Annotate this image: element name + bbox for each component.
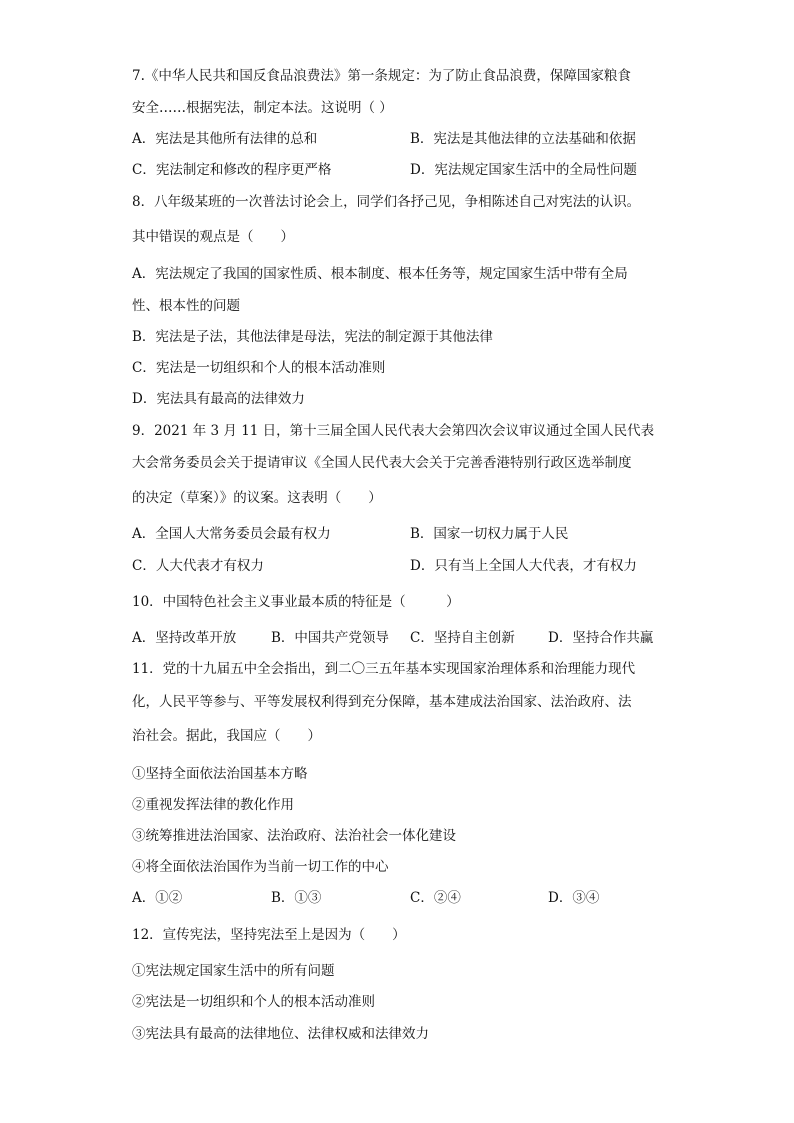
q10-option-d: D．坚持合作共赢: [548, 630, 654, 646]
q11-stem-line1: 11．党的十九届五中全会指出，到二〇三五年基本实现国家治理体系和治理能力现代: [132, 661, 636, 677]
q8-stem-line1: 8．八年级某班的一次普法讨论会上，同学们各抒己见，争相陈述自己对宪法的认识。: [132, 194, 641, 210]
q11-option-c: C．②④: [410, 890, 461, 906]
q8-option-c: C．宪法是一切组织和个人的根本活动准则: [132, 360, 386, 376]
q9-stem-line1: 9．2021 年 3 月 11 日，第十三届全国人民代表大会第四次会议审议通过全国人民代表: [132, 423, 655, 439]
q8-option-d: D．宪法具有最高的法律效力: [132, 391, 305, 407]
q9-option-b: B．国家一切权力属于人民: [410, 526, 569, 542]
q11-option-b: B．①③: [271, 890, 322, 906]
q9-option-d: D．只有当上全国人大代表，才有权力: [410, 558, 637, 574]
q7-stem-line1: 7.《中华人民共和国反食品浪费法》第一条规定：为了防止食品浪费，保障国家粮食: [132, 68, 631, 84]
q7-option-b: B．宪法是其他法律的立法基础和依据: [410, 131, 636, 147]
q7-option-d: D．宪法规定国家生活中的全局性问题: [410, 162, 637, 178]
q11-stem-line3: 治社会。据此，我国应（ ）: [132, 728, 321, 744]
q10-option-c: C．坚持自主创新: [410, 630, 515, 646]
q11-statement-2: ②重视发挥法律的教化作用: [132, 797, 294, 813]
q11-option-d: D．③④: [548, 890, 600, 906]
q11-statement-1: ①坚持全面依法治国基本方略: [132, 766, 308, 782]
q12-stem: 12．宣传宪法，坚持宪法至上是因为（ ）: [132, 927, 406, 943]
q8-option-a-line2: 性、根本性的问题: [132, 298, 240, 314]
q7-option-c: C．宪法制定和修改的程序更严格: [132, 162, 332, 178]
q12-statement-3: ③宪法具有最高的法律地位、法律权威和法律效力: [132, 1026, 429, 1042]
q9-stem-line2: 大会常务委员会关于提请审议《全国人民代表大会关于完善香港特别行政区选举制度: [132, 455, 632, 471]
q7-option-a: A．宪法是其他所有法律的总和: [132, 131, 318, 147]
q10-option-a: A．坚持改革开放: [132, 630, 237, 646]
q12-statement-2: ②宪法是一切组织和个人的根本活动准则: [132, 994, 375, 1010]
q9-stem-line3: 的决定（草案）》的议案。这表明（ ）: [132, 490, 382, 506]
q10-option-b: B．中国共产党领导: [271, 630, 389, 646]
q11-stem-line2: 化，人民平等参与、平等发展权利得到充分保障，基本建成法治国家、法治政府、法: [132, 694, 632, 710]
q7-stem-line2: 安全……根据宪法，制定本法。这说明（ ）: [132, 100, 393, 116]
q8-stem-line2: 其中错误的观点是（ ）: [132, 229, 294, 245]
q12-statement-1: ①宪法规定国家生活中的所有问题: [132, 963, 335, 979]
q10-stem: 10．中国特色社会主义事业最本质的特征是（ ）: [132, 594, 460, 610]
q8-option-a-line1: A．宪法规定了我国的国家性质、根本制度、根本任务等，规定国家生活中带有全局: [132, 266, 628, 282]
q11-statement-3: ③统筹推进法治国家、法治政府、法治社会一体化建设: [132, 828, 456, 844]
q8-option-b: B．宪法是子法，其他法律是母法，宪法的制定源于其他法律: [132, 329, 493, 345]
q11-statement-4: ④将全面依法治国作为当前一切工作的中心: [132, 859, 389, 875]
q11-option-a: A．①②: [132, 890, 183, 906]
q9-option-c: C．人大代表才有权力: [132, 558, 264, 574]
q9-option-a: A．全国人大常务委员会最有权力: [132, 526, 331, 542]
